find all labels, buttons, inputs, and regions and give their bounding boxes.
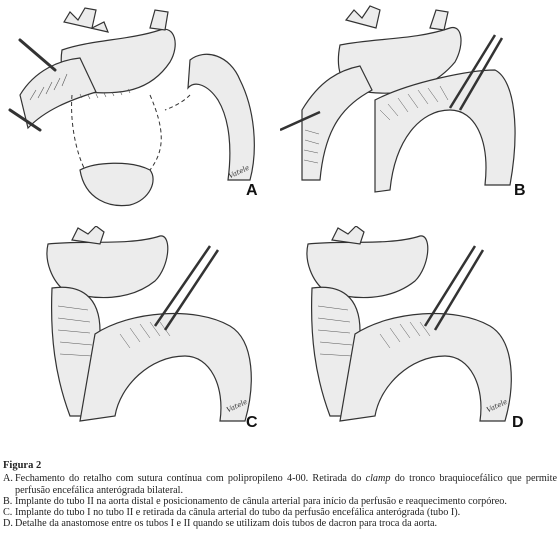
panel-d xyxy=(280,226,560,452)
panel-c-drawing xyxy=(0,226,280,452)
panel-letter-a: A xyxy=(246,182,258,199)
panel-letter-b: B xyxy=(514,182,526,199)
caption-item-c xyxy=(3,507,557,518)
caption-item-text: Detalhe da anastomose entre os tubos I e II quando se utilizam dois tubos de dacron para troca da aorta. xyxy=(15,518,438,530)
panel-letter-c: C xyxy=(246,414,258,431)
caption-item-label: C. xyxy=(3,507,13,519)
caption-item-text: Fechamento do retalho com sutura contínua com polipropileno 4-00. Retirada do clamp do tronco braquiocefálico que permite perfusão encefálica anterógrada bilateral. xyxy=(15,473,557,496)
aortic-button xyxy=(80,163,153,205)
panel-b xyxy=(280,0,560,226)
artist-signature-c: Vatele xyxy=(225,397,249,415)
caption-item-text: Implante do tubo I no tubo II e retirada da cânula arterial do tubo da perfusão encefálica anterógrada (tubo I). xyxy=(15,507,461,519)
panel-c xyxy=(0,226,280,452)
tube-one xyxy=(302,66,372,180)
caption-item-label: D. xyxy=(3,518,13,530)
artist-signature-a: Vatele xyxy=(227,163,251,181)
caption-item-b xyxy=(3,496,557,507)
figure-caption xyxy=(3,460,557,530)
caption-item-text: Implante do tubo II na aorta distal e posicionamento de cânula arterial para início da perfusão e reaquecimento corpóreo. xyxy=(15,495,507,507)
panel-letter-d: D xyxy=(512,414,524,431)
caption-title: Figura 2 xyxy=(3,460,42,471)
panel-a-drawing xyxy=(0,0,280,226)
caption-item-a xyxy=(3,473,557,496)
panel-a xyxy=(0,0,280,226)
caption-item-label: B. xyxy=(3,495,13,507)
tube-one xyxy=(20,58,96,128)
caption-item-label: A. xyxy=(3,473,13,485)
caption-item-d xyxy=(3,518,557,529)
artist-signature-d: Vatele xyxy=(485,397,509,415)
